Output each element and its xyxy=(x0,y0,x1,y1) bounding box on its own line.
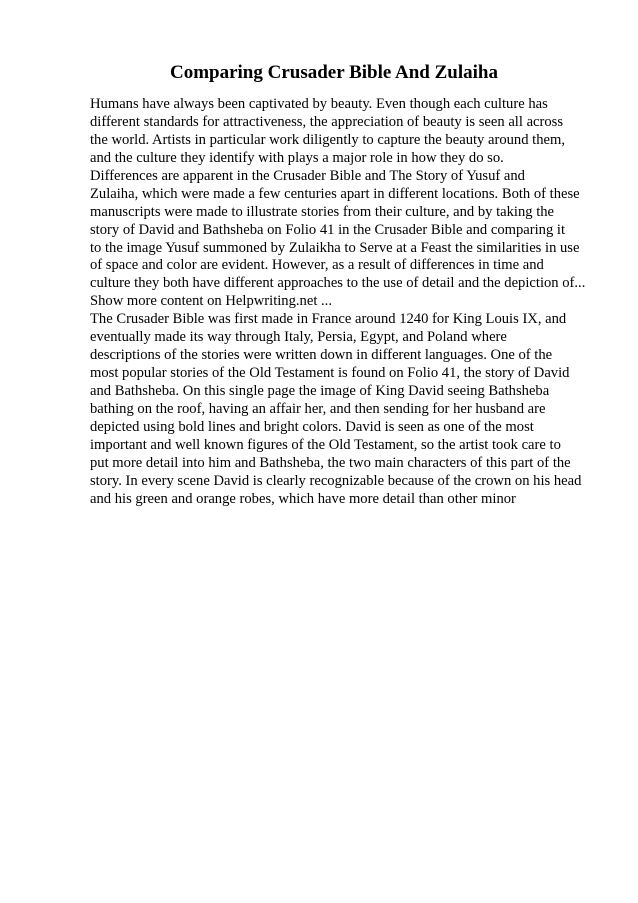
body-line: descriptions of the stories were written down in different languages. One of the xyxy=(90,347,553,364)
body-line: to the image Yusuf summoned by Zulaikha to Serve at a Feast the similarities in use xyxy=(90,239,580,256)
show-more-link[interactable]: Show more content on Helpwriting.net ... xyxy=(90,293,332,310)
body-line: most popular stories of the Old Testament is found on Folio 41, the story of David xyxy=(90,365,570,382)
body-line: Zulaiha, which were made a few centuries apart in different locations. Both of these xyxy=(90,185,580,202)
body-line: put more detail into him and Bathsheba, the two main characters of this part of the xyxy=(90,454,571,471)
body-line: Humans have always been captivated by beauty. Even though each culture has xyxy=(90,96,548,112)
body-line: and his green and orange robes, which have more detail than other minor xyxy=(90,490,516,507)
body-line: and the culture they identify with plays a major role in how they do so. xyxy=(90,149,504,166)
body-line: culture they both have different approaches to the use of detail and the depiction of... xyxy=(90,275,586,292)
body-line: Differences are apparent in the Crusader Bible and The Story of Yusuf and xyxy=(90,167,525,184)
body-line: important and well known figures of the Old Testament, so the artist took care to xyxy=(90,436,561,453)
body-line: the world. Artists in particular work diligently to capture the beauty around them, xyxy=(90,131,565,148)
body-line: The Crusader Bible was first made in France around 1240 for King Louis IX, and xyxy=(90,311,567,328)
body-line: bathing on the roof, having an affair her, and then sending for her husband are xyxy=(90,400,546,417)
body-line: depicted using bold lines and bright colors. David is seen as one of the most xyxy=(90,418,534,435)
body-line: story of David and Bathsheba on Folio 41 in the Crusader Bible and comparing it xyxy=(90,221,566,238)
body-line: story. In every scene David is clearly recognizable because of the crown on his head xyxy=(90,472,582,489)
body-line: different standards for attractiveness, the appreciation of beauty is seen all across xyxy=(90,113,564,130)
document-title: Comparing Crusader Bible And Zulaiha xyxy=(169,62,498,83)
body-line: manuscripts were made to illustrate stories from their culture, and by taking the xyxy=(90,203,555,220)
body-line: eventually made its way through Italy, Persia, Egypt, and Poland where xyxy=(90,329,507,346)
document-body xyxy=(90,96,610,509)
body-line: and Bathsheba. On this single page the image of King David seeing Bathsheba xyxy=(90,383,550,399)
body-line: of space and color are evident. However, as a result of differences in time and xyxy=(90,257,544,274)
